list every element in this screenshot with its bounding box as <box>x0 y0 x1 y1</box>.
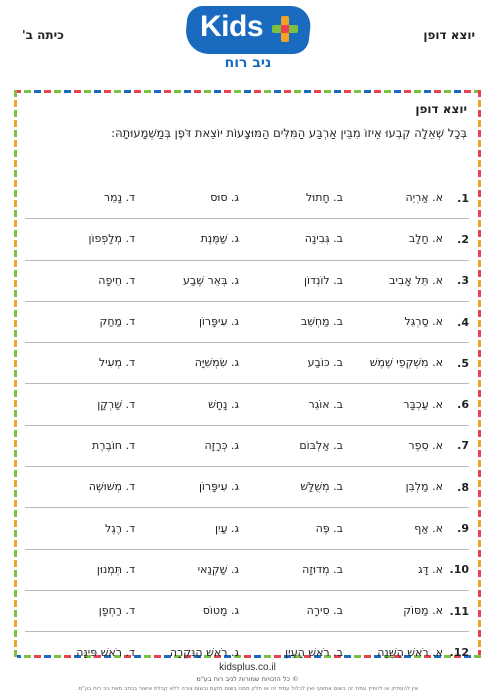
answer-option[interactable]: ד. מְשׁוּשֶׁה <box>88 480 135 494</box>
question-row <box>25 550 469 591</box>
logo-text: Kids <box>200 10 264 43</box>
answer-option[interactable]: ד. מְלָפְפוֹן <box>88 232 135 246</box>
answer-option[interactable]: ג. שַׁקְנַאי <box>197 562 239 576</box>
answer-option[interactable]: א. דָּג <box>418 562 443 576</box>
question-row <box>25 219 469 260</box>
frame-top-edge <box>14 90 481 93</box>
answer-option[interactable]: ד. תְּמְנוּן <box>96 562 135 576</box>
answer-option[interactable]: ב. כּוֹבַע <box>307 356 343 370</box>
worksheet-title: יוצא דופן <box>415 102 467 116</box>
question-number: 8. <box>457 480 469 494</box>
logo-subtitle: ניב רוח <box>224 55 272 71</box>
answer-option[interactable]: ב. אַלְבּוֹם <box>299 438 343 452</box>
answer-option[interactable]: ג. שַׁמֶּנֶת <box>200 232 239 246</box>
question-number: 6. <box>457 398 469 412</box>
answer-option[interactable]: ג. שִׂמְשִׁיָּה <box>194 356 239 370</box>
answer-option[interactable]: ב. מַחְשֵׁב <box>300 315 343 329</box>
answer-option[interactable]: ד. מְעִיל <box>98 356 135 370</box>
answer-option[interactable]: ג. עִיפָּרוֹן <box>198 315 239 329</box>
answer-option[interactable]: ג. רֹאשׁ הַנִּקְרָה <box>169 645 239 659</box>
question-number: 7. <box>457 439 469 453</box>
worksheet-instructions: בְּכָל שְׁאֵלָה קִבְעוּ אֵיזוֹ מִבֵּין אַרְבַּע הַמִּלִּים הַמּוּצָעוֹת יוֹצֵאת דֹּפֶן בְּמַשְׁמָעוּתָהּ: <box>111 126 467 140</box>
answer-option[interactable]: ד. חֵיפָה <box>98 273 135 287</box>
answer-option[interactable]: ד. רֹאשׁ פִּינָּה <box>76 645 135 659</box>
answer-option[interactable]: ב. פֶּה <box>315 521 343 535</box>
answer-option[interactable]: ב. מְדוּזָה <box>302 562 343 576</box>
question-number: 10. <box>449 563 469 577</box>
answer-option[interactable]: א. עַכְבָּר <box>403 397 443 411</box>
question-row <box>25 261 469 302</box>
worksheet-intro <box>27 102 467 149</box>
answer-option[interactable]: א. סַרְגֵּל <box>404 315 443 329</box>
answer-option[interactable]: ג. כְּרָזָה <box>204 438 239 452</box>
answer-option[interactable]: ג. בְּאֵר שֶׁבַע <box>183 273 239 287</box>
question-number: 1. <box>457 191 469 205</box>
answer-option[interactable]: א. מַלְבֵּן <box>405 480 443 494</box>
kids-logo <box>186 6 310 76</box>
answer-option[interactable]: א. סֵפֶר <box>408 438 443 452</box>
question-number: 11. <box>449 604 469 618</box>
answer-option[interactable]: א. תֵּל אָבִיב <box>389 273 443 287</box>
question-row <box>25 467 469 508</box>
footer-copyright: © כל הזכויות שמורות לניב רוח בע"מ <box>196 675 299 683</box>
answer-option[interactable]: ב. לוֹנְדוֹן <box>303 273 343 287</box>
question-number: 12. <box>449 646 469 660</box>
question-row <box>25 384 469 425</box>
question-row <box>25 508 469 549</box>
answer-option[interactable]: א. אַף <box>414 521 443 535</box>
answer-option[interactable]: א. מִשְׁקְפֵי שֶׁמֶשׁ <box>369 356 443 370</box>
answer-option[interactable]: ד. חוֹבֶרֶת <box>92 438 135 452</box>
plus-icon <box>272 16 298 42</box>
answer-option[interactable]: ג. מָטוֹס <box>202 604 239 618</box>
question-row <box>25 178 469 219</box>
answer-option[interactable]: א. מַסּוֹק <box>403 604 443 618</box>
answer-option[interactable]: ג. סוּס <box>210 191 239 205</box>
question-list <box>25 178 469 674</box>
answer-option[interactable]: ב. גְּבִינָה <box>304 232 343 246</box>
question-row <box>25 591 469 632</box>
answer-option[interactable]: ד. רַחְפָן <box>98 604 135 618</box>
answer-option[interactable]: ד. מַחַק <box>99 315 135 329</box>
page-header <box>0 0 495 82</box>
answer-option[interactable]: ג. נָחָשׁ <box>208 397 239 411</box>
grade-label: כיתה ב' <box>22 28 64 42</box>
question-row <box>25 426 469 467</box>
answer-option[interactable]: א. חָלָב <box>408 232 443 246</box>
answer-option[interactable]: א. אַרְיֵה <box>405 191 443 205</box>
frame-left-edge <box>14 90 17 658</box>
footer-website: kidsplus.co.il <box>219 662 276 673</box>
question-number: 3. <box>457 274 469 288</box>
question-number: 4. <box>457 315 469 329</box>
answer-option[interactable]: ב. רֹאשׁ הָעַיִן <box>285 645 343 659</box>
question-number: 5. <box>457 356 469 370</box>
question-row <box>25 343 469 384</box>
footer-legal-notice: אין להעתיק או להפיץ עמוד זה בשום אמצעי ואין לכלול עמוד זה או חלק ממנו בשום מקום ובשום צורה ללא קבלת אישור בכתב מאת ניב רוח בע"מ. <box>76 686 419 692</box>
answer-option[interactable]: ד. שַׁרְקָן <box>97 397 135 411</box>
answer-option[interactable]: ב. חָתוּל <box>305 191 343 205</box>
answer-option[interactable]: ג. עַיִן <box>215 521 239 535</box>
answer-option[interactable]: ב. אוֹגֵר <box>308 397 343 411</box>
worksheet-subject: יוצא דופן <box>423 28 475 42</box>
frame-right-edge <box>478 90 481 658</box>
question-number: 2. <box>457 232 469 246</box>
answer-option[interactable]: א. רֹאשׁ הַשָּׁנָה <box>377 645 443 659</box>
answer-option[interactable]: ד. רֶגֶל <box>105 521 135 535</box>
answer-option[interactable]: ד. נָמֵר <box>103 191 135 205</box>
answer-option[interactable]: ב. מְשֻׁלָּשׁ <box>300 480 343 494</box>
question-number: 9. <box>457 522 469 536</box>
question-row <box>25 302 469 343</box>
answer-option[interactable]: ג. עִיפָּרוֹן <box>198 480 239 494</box>
answer-option[interactable]: ב. סִירָה <box>306 604 343 618</box>
